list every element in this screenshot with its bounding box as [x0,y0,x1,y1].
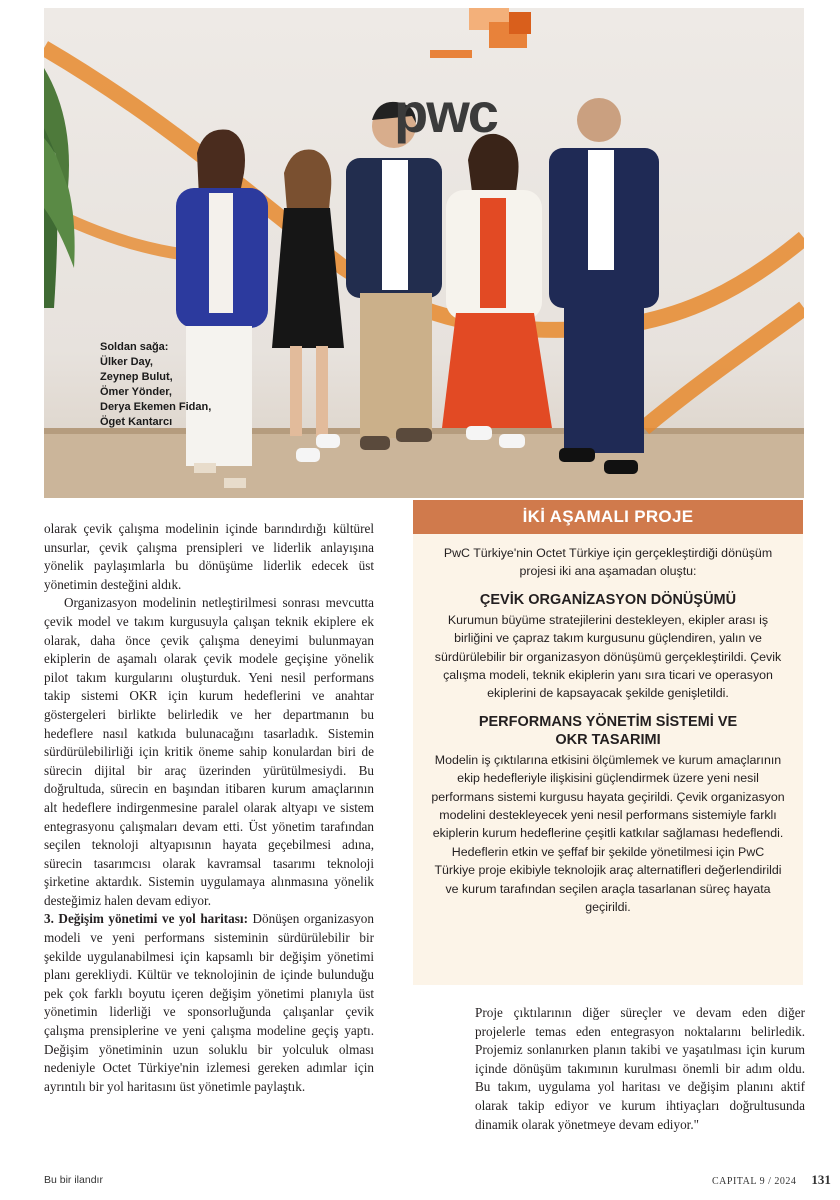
magazine-name: CAPITAL [712,1176,757,1187]
caption-line: Öget Kantarcı [100,416,173,428]
body-paragraph: Proje çıktılarının diğer süreçler ve devam eden diğer projelerle temas eden entegrasyon noktalarını belirledik. Projemiz sonlanırken planın takibi ve yaşatılması için kurum içinde dönüşüm takımının kurulması önemli bir adım oldu. Bu takım, uygulama yol haritası ve değişim planını aktif olarak takip ediyor ve kurum ihtiyaçları doğrultusunda dinamik olarak yönetmeye devam ediyor." [475,1005,805,1132]
person-zeynep-bulut [272,149,344,462]
photo-caption [100,340,211,430]
box-section-heading: ÇEVİK ORGANİZASYON DÖNÜŞÜMÜ [479,591,737,608]
two-phase-project-box [413,500,803,985]
box-body [413,534,803,917]
pwc-logo-mark [430,8,531,58]
advertorial-notice: Bu bir ilandır [44,1174,103,1186]
person-oget-kantarci [549,98,659,474]
left-column [44,520,374,1096]
caption-line: Ömer Yönder, [100,386,172,398]
person-omer-yonder [346,102,442,450]
page-footer [712,1172,831,1188]
caption-line: Zeynep Bulut, [100,371,173,383]
plant [44,68,75,308]
hero-photo [44,8,804,498]
caption-line: Soldan sağa: [100,341,169,353]
box-section-heading: PERFORMANS YÖNETİM SİSTEMİ VE OKR TASARIMI [478,713,738,748]
body-paragraph: olarak çevik çalışma modelinin içinde barındırdığı kültürel unsurlar, çevik çalışma prensipleri ve liderlik anlayışına yönelik paylaşımlarla bu dönüşüme liderlik edecek üst yönetimin desteğini aldık. [44,521,374,592]
box-title: İKİ AŞAMALI PROJE [413,500,803,534]
page-number: 131 [811,1172,831,1187]
body-paragraph: Organizasyon modelinin netleştirilmesi sonrası mevcutta çevik model ve takım kurgusuyla çalışan teknik ekiplere ek olarak, daha önce çevik çalışma deneyimi bulunmayan ekiplerin de aşamalı olarak çevik modele geçişine yönelik pilot takım kurgularını oluşturduk. Yeni nesil performans takip sistemi OKR için kurum hedeflerini ve anahtar göstergeleri birlikte belirledik ve her departmanın bu hedeflere nasıl katkıda bulunacağını tasarladık. Sistemin sürdürülebilirliği için kritik öneme sahip konulardan biri de sürecin dijital bir araç üzerinden yürütülmesiydi. Bu doğrultuda, sürecin en başından itibaren kurum amaçlarının alt hedeflere indirgenmesine paralel olarak altyapı ve sistem entegrasyonu çalışmaları devam etti. Üst yönetim tarafından seçilen teknoloji altyapısının hayata geçebilmesi adına, sürecin tasarımcısı olarak kavramsal tasarımı teknoloji şirketine aktardık. Sistemin uygulamaya alınmasına yönelik desteğimiz halen devam ediyor. [44,595,374,908]
right-column [475,1004,805,1134]
section3-paragraph [44,910,374,1096]
box-intro: PwC Türkiye'nin Octet Türkiye için gerçekleştirdiği dönüşüm projesi iki ana aşamadan oluştu: [443,546,773,579]
issue-number: 9 / 2024 [759,1176,797,1187]
person-derya-ekemen-fidan [442,134,552,448]
box-section-text: Modelin iş çıktılarına etkisini ölçümlemek ve kurum amaçlarının ekip hedefleriyle ilişkisini güçlendirmek üzere yeni nesil performans sistemi kurgusu hayata geçirildi. Çevik organizasyon modelini destekleyecek yeni nesil performans sistemiyle farklı ekiplerin kurum hedeflerine çeşitli katkılar sağlaması hedeflendi. Hedeflerin etkin ve şeffaf bir şekilde yönetilmesi için PwC Türkiye proje ekibiyle teknolojik araç alternatifleri değerlendirildi ve kurum tarafından seçilen araçla tasarlanan süreç hayata geçirildi. [431,752,785,915]
caption-line: Derya Ekemen Fidan, [100,401,212,413]
caption-line: Ülker Day, [100,356,153,368]
section3-text: Dönüşen organizasyon modeli ve yeni performans sisteminin sürdürülebilir bir şekilde uygulanabilmesi için kapsamlı bir değişim yönetimi planı gerekliydi. Kültür ve teknolojinin de içinde bulunduğu pek çok farklı boyutu içeren değişim yönetimi planıyla üst yönetimin liderliği ve sponsorluğunda çalışanlar çevik çalışma prensiplerine ve yeni çalışma modeline geçiş yaptı. Değişim yönetiminin uzun soluklu bir yolculuk olması nedeniyle Octet Türkiye'nin izlemesi gereken adımlar için ayrıntılı bir yol haritasını üst yönetimle paylaştık. [44,911,374,1094]
box-section-text: Kurumun büyüme stratejilerini destekleyen, ekipler arası iş birliğini ve çapraz takım kurgusunu güçlendiren, yalın ve sürdürülebilir bir organizasyon dönüşümü gerçekleştirildi. Çevik çalışma modeli, teknik ekiplerin yanı sıra ticari ve operasyon ekiplerini de kapsayacak şekilde genişletildi. [434,612,782,701]
section3-heading: 3. Değişim yönetimi ve yol haritası: [44,911,248,927]
pwc-logo-text: pwc [394,81,497,144]
